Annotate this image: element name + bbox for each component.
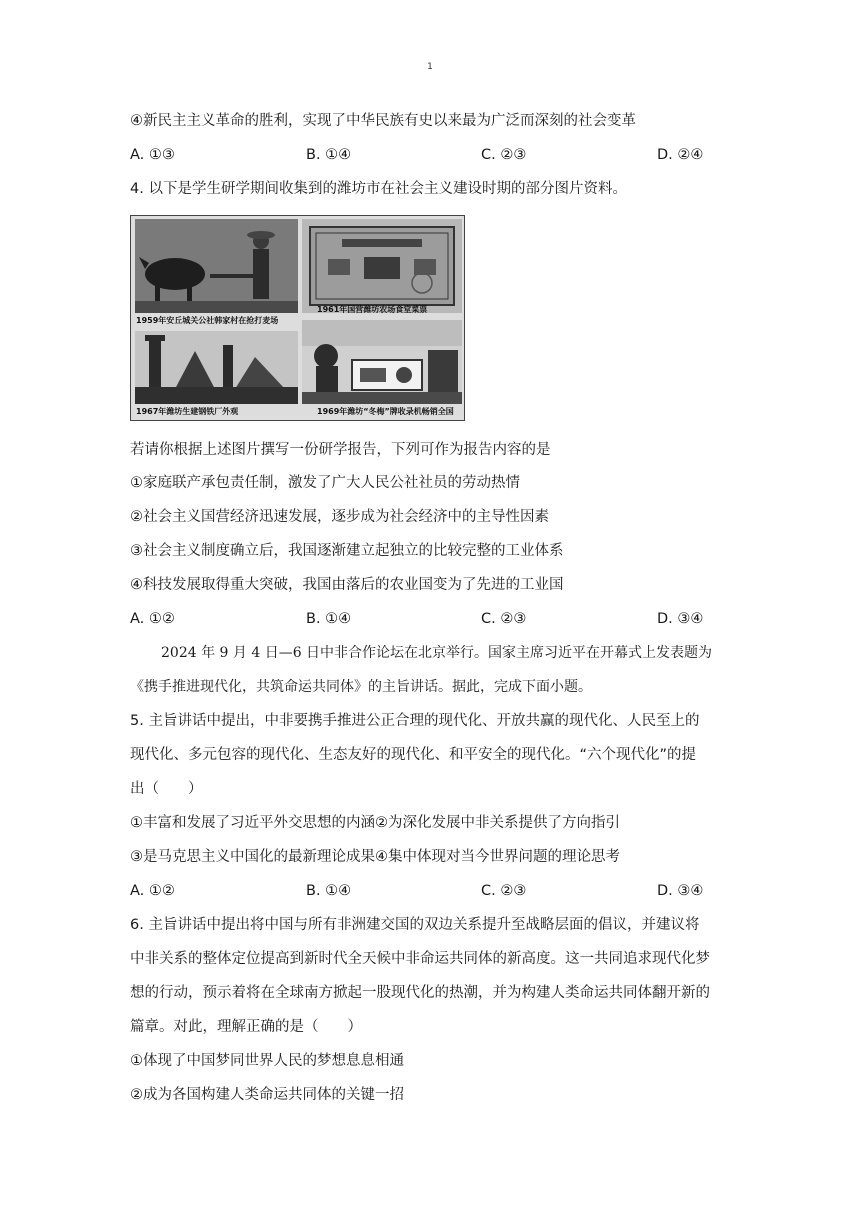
q5-option-b: B. ①④: [306, 883, 352, 899]
caption-1961: 1961年国营潍坊农场食堂菜票: [317, 305, 428, 314]
q5-items-line-2: ③是马克思主义中国化的最新理论成果④集中体现对当今世界问题的理论思考: [130, 849, 620, 865]
q3-option-b: B. ①④: [306, 147, 352, 163]
q3-option-c: C. ②③: [481, 147, 527, 163]
q5-items-line-1: ①丰富和发展了习近平外交思想的内涵②为深化发展中非关系提供了方向指引: [130, 815, 620, 831]
q6-stem-line-4: 篇章。对此，理解正确的是（ ）: [130, 1019, 362, 1035]
photo-canteen-ticket: [302, 219, 462, 313]
q5-stem-line-3: 出（ ）: [130, 781, 203, 797]
q6-stem-line-1: 6. 主旨讲话中提出将中国与所有非洲建交国的双边关系提升至战略层面的倡议，并建议将: [130, 917, 700, 933]
q6-stem-line-3: 想的行动，预示着将在全球南方掀起一股现代化的热潮，并为构建人类命运共同体翻开新的: [130, 985, 710, 1001]
caption-1959: 1959年安丘城关公社韩家村在抢打麦场: [136, 316, 279, 325]
q4-stem: 4. 以下是学生研学期间收集到的潍坊市在社会主义建设时期的部分图片资料。: [130, 181, 627, 197]
photo-threshing-field: [135, 219, 298, 313]
q4-options: [130, 609, 730, 629]
q4-photo-collage: [130, 215, 465, 421]
photo-steel-plant: [135, 331, 298, 404]
caption-1969: 1969年潍坊“冬梅”牌收录机畅销全国: [317, 407, 454, 416]
q3-option-a: A. ①③: [130, 147, 175, 163]
q4-prompt: 若请你根据上述图片撰写一份研学报告，下列可作为报告内容的是: [130, 442, 551, 458]
q5-stem-line-2: 现代化、多元包容的现代化、生态友好的现代化、和平安全的现代化。“六个现代化”的提: [130, 747, 697, 763]
q6-stem-line-2: 中非关系的整体定位提高到新时代全天候中非命运共同体的新高度。这一共同追求现代化梦: [130, 951, 710, 967]
intro-line-2: 《携手推进现代化，共筑命运共同体》的主旨讲话。据此，完成下面小题。: [130, 679, 592, 695]
q3-item-4: ④新民主主义革命的胜利，实现了中华民族有史以来最为广泛而深刻的社会变革: [130, 113, 636, 129]
q3-option-d: D. ②④: [657, 147, 704, 163]
q4-item-4: ④科技发展取得重大突破，我国由落后的农业国变为了先进的工业国: [130, 577, 564, 593]
q6-item-1: ①体现了中国梦同世界人民的梦想息息相通: [130, 1053, 404, 1069]
q5-options: [130, 881, 730, 901]
q4-item-2: ②社会主义国营经济迅速发展，逐步成为社会经济中的主导性因素: [130, 509, 549, 525]
q5-option-c: C. ②③: [481, 883, 527, 899]
q3-options: [130, 145, 730, 165]
q5-option-d: D. ③④: [657, 883, 704, 899]
q4-option-a: A. ①②: [130, 611, 175, 627]
q4-option-c: C. ②③: [481, 611, 527, 627]
q5-stem-line-1: 5. 主旨讲话中提出，中非要携手推进公正合理的现代化、开放共赢的现代化、人民至上的: [130, 713, 700, 729]
q4-option-d: D. ③④: [657, 611, 704, 627]
q5-option-a: A. ①②: [130, 883, 175, 899]
q4-item-1: ①家庭联产承包责任制，激发了广大人民公社社员的劳动热情: [130, 475, 520, 491]
caption-1967: 1967年潍坊生建钢铁厂外观: [136, 407, 239, 416]
intro-line-1: 2024 年 9 月 4 日—6 日中非合作论坛在北京举行。国家主席习近平在开幕式上发表题为: [161, 645, 713, 661]
photo-radio-recorder: [302, 320, 462, 404]
page-number: 1: [427, 62, 433, 72]
q6-item-2: ②成为各国构建人类命运共同体的关键一招: [130, 1087, 404, 1103]
q4-option-b: B. ①④: [306, 611, 352, 627]
q4-item-3: ③社会主义制度确立后，我国逐渐建立起独立的比较完整的工业体系: [130, 543, 564, 559]
